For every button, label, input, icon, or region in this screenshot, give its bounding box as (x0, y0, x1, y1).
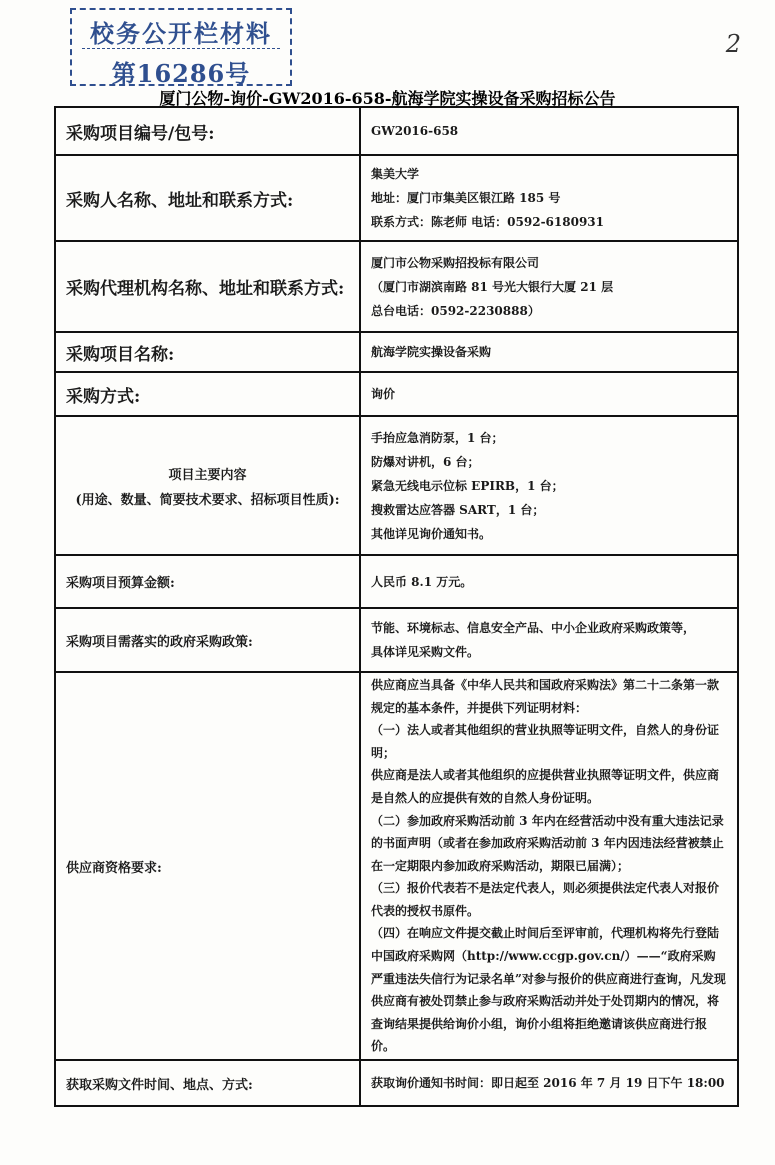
acquire-value (361, 1061, 737, 1105)
document-title: 厦门公物-询价-GW2016-658-航海学院实操设备采购招标公告 (159, 89, 616, 108)
supplier-paragraph: 供应商是法人或者其他组织的应提供营业执照等证明文件，供应商是自然人的应提供有效的自然人身份证明。 (371, 768, 720, 805)
row-policy (56, 609, 737, 673)
supplier-paragraph: 供应商应当具备《中华人民共和国政府采购法》第二十二条第一款规定的基本条件，并提供下列证明材料： (371, 677, 720, 715)
agency-name: 厦门市公物采购招投标有限公司 (371, 255, 540, 270)
acquire-label: 获取采购文件时间、地点、方式: (56, 1061, 361, 1105)
supplier-paragraph: （三）报价代表若不是法定代表人，则必须提供法定代表人对报价代表的授权书原件。 (371, 881, 720, 918)
agency-value (361, 242, 737, 331)
policy-line: 具体详见采购文件。 (371, 645, 480, 659)
project-id-label: 采购项目编号/包号: (56, 108, 361, 154)
row-budget (56, 556, 737, 609)
agency-label: 采购代理机构名称、地址和联系方式: (56, 242, 361, 331)
row-content (56, 417, 737, 556)
budget-label: 采购项目预算金额: (56, 556, 361, 607)
supplier-paragraph: （一）法人或者其他组织的营业执照等证明文件，自然人的身份证明； (371, 723, 720, 760)
method-text: 询价 (371, 387, 396, 401)
policy-label: 采购项目需落实的政府采购政策: (56, 609, 361, 671)
policy-line: 节能、环境标志、信息安全产品、中小企业政府采购政策等， (371, 621, 696, 635)
budget-text: 人民币 8.1 万元。 (371, 574, 473, 589)
content-label-sub: (用途、数量、简要技术要求、招标项目性质): (75, 492, 340, 508)
handwritten-page-number: 2 (725, 30, 741, 58)
stamp-title: 校务公开栏材料 (90, 19, 272, 48)
supplier-value (361, 673, 737, 1059)
content-item: 防爆对讲机，6 台； (371, 454, 480, 469)
content-item: 手抬应急消防泵，1 台； (371, 430, 504, 445)
row-project-id (56, 108, 737, 156)
agency-address: （厦门市湖滨南路 81 号光大银行大厦 21 层 (371, 279, 614, 294)
policy-value (361, 609, 737, 671)
content-label-main: 项目主要内容 (168, 467, 247, 483)
method-label: 采购方式: (56, 373, 361, 415)
row-purchaser (56, 156, 737, 242)
row-method (56, 373, 737, 417)
row-agency (56, 242, 737, 333)
stamp-divider (82, 48, 280, 49)
row-supplier (56, 673, 737, 1061)
purchaser-contact: 联系方式：陈老师 电话：0592-6180931 (371, 215, 605, 229)
stamp-number: 第16286号 (111, 59, 251, 88)
supplier-paragraph: （二）参加政府采购活动前 3 年内在经营活动中没有重大违法记录的书面声明（或者在参加政府采购活动前 3 年内因违法经营被禁止在一定期限内参加政府采购活动，期限已届满）； (371, 813, 724, 873)
purchaser-address: 地址：厦门市集美区银江路 185 号 (371, 191, 561, 205)
content-item: 其他详见询价通知书。 (371, 526, 492, 541)
purchaser-name: 集美大学 (371, 167, 420, 181)
row-acquire (56, 1061, 737, 1105)
project-name-label: 采购项目名称: (56, 333, 361, 371)
supplier-label: 供应商资格要求: (56, 673, 361, 1059)
content-value (361, 417, 737, 554)
project-id-text: GW2016-658 (371, 124, 459, 138)
purchaser-value (361, 156, 737, 240)
supplier-paragraph: （四）在响应文件提交截止时间后至评审前，代理机构将先行登陆中国政府采购网（http://www.ccgp.gov.cn/）——“政府采购严重违法失信行为记录名单”对参与报价的供应商进行查询，凡发现供应商有被处罚禁止参与政府采购活动并处于处罚期内的情况，将查询结果提供给询价小组，询价小组将拒绝邀请该供应商进行报价。 (371, 926, 726, 1054)
method-value (361, 373, 737, 415)
content-item: 搜救雷达应答器 SART，1 台； (371, 502, 545, 517)
purchaser-label: 采购人名称、地址和联系方式: (56, 156, 361, 240)
archive-stamp (70, 8, 292, 86)
procurement-table (54, 106, 739, 1107)
row-project-name (56, 333, 737, 373)
content-label (56, 417, 361, 554)
acquire-text: 获取询价通知书时间：即日起至 2016 年 7 月 19 日下午 18:00 (371, 1076, 725, 1090)
project-name-value (361, 333, 737, 371)
project-id-value (361, 108, 737, 154)
content-item: 紧急无线电示位标 EPIRB，1 台； (371, 478, 564, 493)
agency-phone: 总台电话：0592-2230888） (371, 303, 540, 318)
budget-value (361, 556, 737, 607)
project-name-text: 航海学院实操设备采购 (371, 345, 492, 359)
